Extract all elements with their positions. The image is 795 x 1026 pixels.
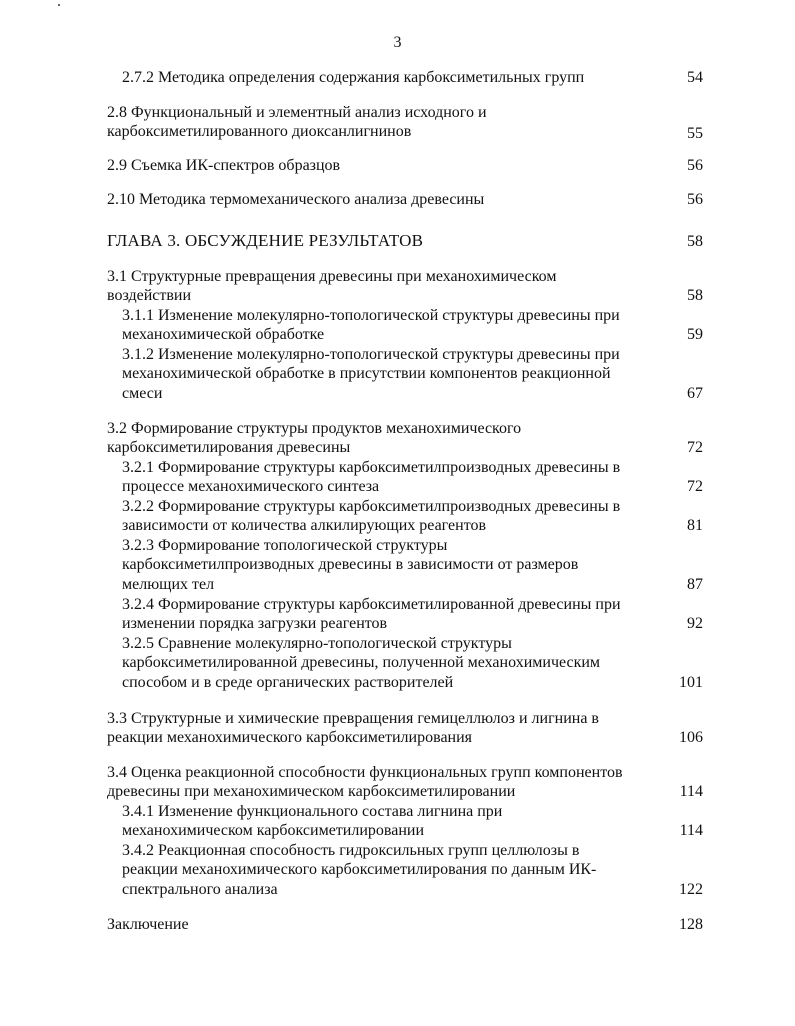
toc-page-number: 59	[687, 326, 703, 343]
scan-speck	[58, 4, 60, 6]
toc-page-number: 72	[687, 478, 703, 495]
toc-entry-text: способом и в среде органических растворителей	[122, 674, 454, 691]
toc-page-number: 92	[687, 615, 703, 632]
toc-entry-text: механохимическом карбоксиметилировании	[122, 822, 425, 839]
toc-entry-text: мелющих тел	[122, 576, 215, 593]
toc-page-number: 122	[679, 881, 703, 898]
toc-entry-text: древесины при механохимическом карбоксиметилировании	[107, 783, 516, 800]
chapter-title: ГЛАВА 3. ОБСУЖДЕНИЕ РЕЗУЛЬТАТОВ	[107, 231, 424, 250]
page-number: 3	[393, 34, 402, 51]
toc-page-number: 67	[687, 385, 703, 402]
toc-page-number: 81	[687, 517, 703, 534]
toc-page-number: 72	[687, 439, 703, 456]
toc-entry-text: 2.7.2 Методика определения содержания карбоксиметильных групп	[122, 69, 585, 86]
toc-page-number: 128	[679, 916, 703, 933]
toc-entry-text: спектрального анализа	[122, 881, 278, 898]
toc-entry-text: 2.9 Съемка ИК-спектров образцов	[107, 157, 341, 174]
toc-entry-text: карбоксиметилпроизводных древесины в зависимости от размеров	[122, 556, 579, 573]
toc-entry-text: 3.1.1 Изменение молекулярно-топологической структуры древесины при	[122, 307, 620, 324]
toc-entry-text: изменении порядка загрузки реагентов	[122, 615, 388, 632]
toc-entry-text: карбоксиметилированной древесины, полученной механохимическим	[122, 654, 601, 671]
toc-entry-text: механохимической обработке	[122, 326, 325, 343]
toc-page-number: 87	[687, 576, 703, 593]
toc-entry-text: 3.1.2 Изменение молекулярно-топологической структуры древесины при	[122, 346, 620, 363]
toc-entry-text: механохимической обработке в присутствии компонентов реакционной	[122, 365, 611, 382]
toc-entry-text: карбоксиметилирования древесины	[107, 439, 351, 456]
toc-page-number: 54	[687, 69, 703, 86]
toc-entry-text: реакции механохимического карбоксиметилирования по данным ИК-	[122, 861, 597, 878]
toc-page-number: 58	[687, 233, 703, 250]
toc-page-number: 106	[679, 729, 703, 746]
toc-entry-text: воздействии	[107, 287, 192, 304]
toc-entry-text: 3.4.1 Изменение функционального состава лигнина при	[122, 803, 503, 820]
toc-entry-text: 3.2.4 Формирование структуры карбоксиметилированной древесины при	[122, 596, 621, 613]
toc-entry-text: 3.2.3 Формирование топологической структуры	[122, 537, 448, 554]
toc-entry-text: зависимости от количества алкилирующих реагентов	[122, 517, 487, 534]
toc-entry-text: 3.1 Структурные превращения древесины при механохимическом	[107, 268, 557, 285]
toc-entry-text: 3.2.1 Формирование структуры карбоксиметилпроизводных древесины в	[122, 459, 621, 476]
toc-entry-text: реакции механохимического карбоксиметилирования	[107, 729, 473, 746]
toc-entry-text: смеси	[122, 385, 163, 402]
toc-entry-text: Заключение	[107, 916, 189, 933]
toc-entry-text: карбоксиметилированного диоксанлигнинов	[107, 123, 412, 140]
toc-page-number: 58	[687, 287, 703, 304]
toc-entry-text: 2.8 Функциональный и элементный анализ исходного и	[107, 104, 487, 121]
toc-page-number: 114	[679, 783, 703, 800]
toc-page-number: 55	[687, 125, 703, 142]
toc-page-number: 56	[687, 191, 703, 208]
toc-entry-text: процессе механохимического синтеза	[122, 478, 380, 495]
toc-entry-text: 3.3 Структурные и химические превращения гемицеллюлоз и лигнина в	[107, 710, 599, 727]
toc-entry-text: 3.2.5 Сравнение молекулярно-топологической структуры	[122, 635, 512, 652]
toc-page-number: 56	[687, 157, 703, 174]
toc-entry-text: 3.4 Оценка реакционной способности функциональных групп компонентов	[107, 764, 623, 781]
toc-entry-text: 3.4.2 Реакционная способность гидроксильных групп целлюлозы в	[122, 842, 580, 859]
toc-entry-text: 3.2.2 Формирование структуры карбоксиметилпроизводных древесины в	[122, 498, 621, 515]
toc-entry-text: 3.2 Формирование структуры продуктов механохимического	[107, 420, 522, 437]
toc-page-number: 101	[679, 674, 703, 691]
toc-entry-text: 2.10 Методика термомеханического анализа древесины	[107, 191, 485, 208]
toc-page-number: 114	[679, 822, 703, 839]
